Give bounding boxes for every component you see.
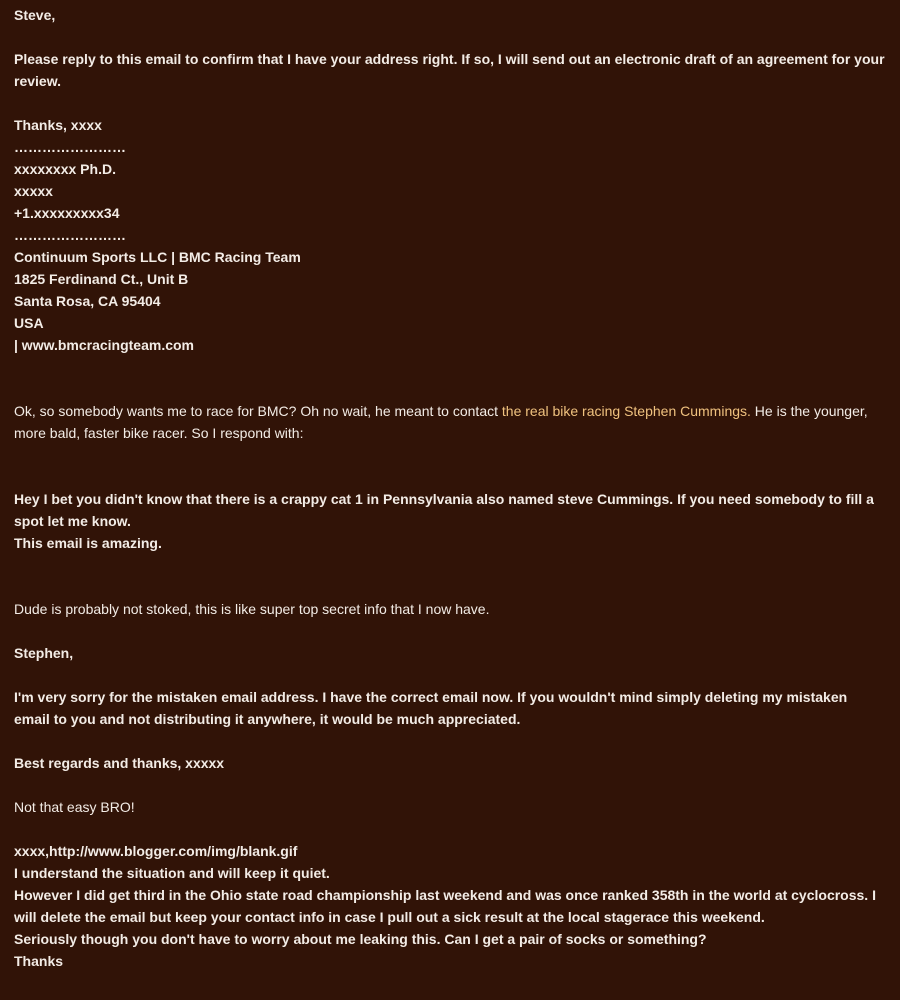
- signature-street: 1825 Ferdinand Ct., Unit B: [14, 271, 189, 287]
- commentary-paragraph: Not that easy BRO!: [14, 799, 135, 815]
- signature-city: Santa Rosa, CA 95404: [14, 293, 161, 309]
- email2-signoff: Best regards and thanks, xxxxx: [14, 755, 225, 771]
- signature-website: | www.bmcracingteam.com: [14, 337, 195, 353]
- commentary-text: Ok, so somebody wants me to race for BMC? Oh no wait, he meant to contact: [14, 403, 502, 419]
- reply2-line: I understand the situation and will keep it quiet.: [14, 865, 330, 881]
- email1-greeting: Steve,: [14, 7, 56, 23]
- reply2-line: Thanks: [14, 953, 64, 969]
- signature-line: xxxxx: [14, 183, 53, 199]
- reply2-body: However I did get third in the Ohio state road championship last weekend and was once ranked 358th in the world at cyclocross. I will delete the email but keep your contact info in case I pull out a sick result at the local stagerace this weekend.: [14, 887, 880, 925]
- commentary-text: He is the younger, more bald, faster bike racer. So I respond with:: [14, 403, 872, 441]
- reply1-line: This email is amazing.: [14, 535, 162, 551]
- stephen-cummings-link[interactable]: the real bike racing Stephen Cummings.: [501, 403, 751, 419]
- email2-body: I'm very sorry for the mistaken email address. I have the correct email now. If you wouldn't mind simply deleting my mistaken email to you and not distributing it anywhere, it would be much appreciated.: [14, 689, 852, 727]
- signature-company: Continuum Sports LLC | BMC Racing Team: [14, 249, 301, 265]
- email1-body: Please reply to this email to confirm that I have your address right. If so, I will send out an electronic draft of an agreement for your review.: [14, 51, 889, 89]
- signature-phone: +1.xxxxxxxxx34: [14, 205, 120, 221]
- signature-country: USA: [14, 315, 44, 331]
- commentary-paragraph: [14, 400, 886, 444]
- reply2-line: Seriously though you don't have to worry about me leaking this. Can I get a pair of socks or something?: [14, 931, 707, 947]
- signature-divider: ……………………: [14, 227, 126, 243]
- signature-divider: ……………………: [14, 139, 126, 155]
- reply2-line: xxxx,http://www.blogger.com/img/blank.gif: [14, 843, 298, 859]
- commentary-paragraph: Dude is probably not stoked, this is like super top secret info that I now have.: [14, 601, 490, 617]
- signature-name: xxxxxxxx Ph.D.: [14, 161, 116, 177]
- email1-thanks: Thanks, xxxx: [14, 117, 102, 133]
- reply1-body: Hey I bet you didn't know that there is a crappy cat 1 in Pennsylvania also named steve Cummings. If you need somebody to fill a spot let me know.: [14, 491, 878, 529]
- email2-greeting: Stephen,: [14, 645, 74, 661]
